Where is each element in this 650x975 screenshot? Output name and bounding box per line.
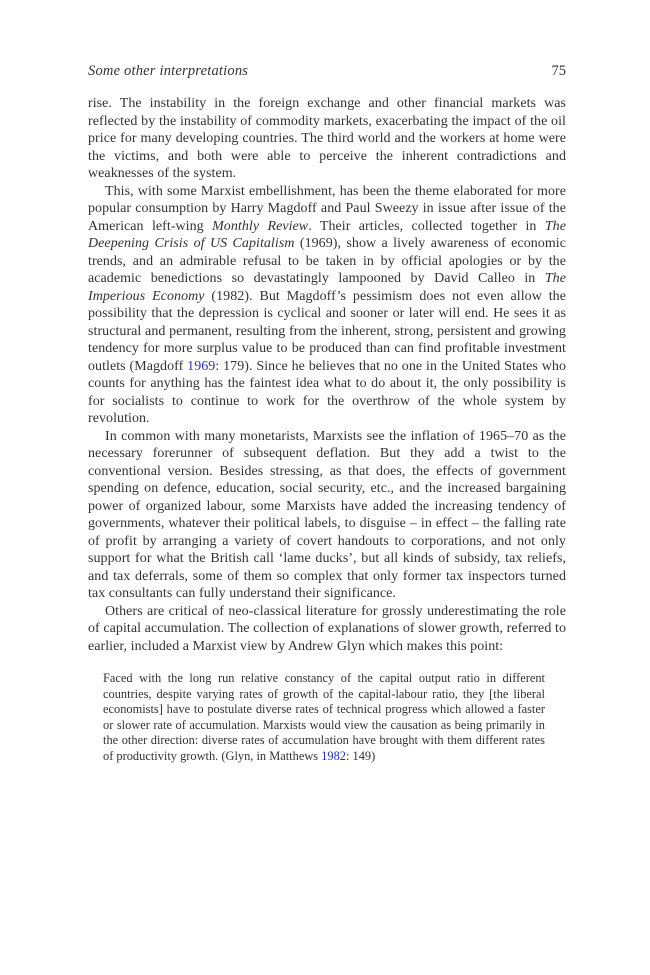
text-run: rise. The instability in the foreign exchange and other financial markets was reflected by the instability of commodity markets, exacerbating the impact of the oil price for many developing countries. The third world and the workers at home were the victims, and both were able to perceive the inherent contradictions and weaknesses of the system. — [88, 96, 566, 181]
body-text — [88, 95, 566, 765]
paragraph — [88, 95, 566, 183]
block-quote — [103, 671, 545, 765]
citation-link[interactable]: 1982 — [321, 748, 346, 763]
page-content — [88, 62, 566, 765]
text-run: This, with some Marxist embellishment, has been the theme elaborated for more popular consumption by Harry Magdoff and Paul Sweezy in issue after issue of the American left-wing — [88, 183, 566, 234]
book-title-italic: The Imperious Economy — [88, 271, 566, 304]
running-head — [88, 62, 566, 80]
paragraph — [88, 428, 566, 603]
text-run: (1982). But Magdoff’s pessimism does not even allow the possibility that the depression is cyclical and sooner or later will end. He sees it as structural and permanent, resulting from the inherent, strong, persistent and growing tendency for more surplus value to be produced than can find profitable investment outlets (Magdoff — [88, 288, 566, 374]
text-run: Faced with the long run relative constancy of the capital output ratio in different countries, despite varying rates of growth of the capital-labour ratio, they [the liberal economists] have to postulate diverse rates of technical progress which allowed a faster or slower rate of accumulation. Marxists would view the causation as being primarily in the other direction: diverse rates of accumulation have brought with them different rates of productivity growth. (Glyn, in Matthews — [103, 671, 545, 763]
paragraph — [88, 183, 566, 428]
text-run: (1969), show a lively awareness of economic trends, and an admirable refusal to be taken in by official apologies or by the academic benedictions so devastatingly lampooned by David Calleo in — [88, 236, 566, 286]
paragraph — [88, 603, 566, 656]
running-head-title: Some other interpretations — [88, 63, 249, 79]
citation-link[interactable]: 1969 — [187, 358, 216, 374]
text-run: : 149) — [345, 748, 376, 763]
text-run: : 179). Since he believes that no one in the United States who counts for anything has the faintest idea what to do about it, the only possibility is for socialists to continue to work for the overthrow of the whole system by revolution. — [88, 358, 566, 426]
text-run: Others are critical of neo-classical literature for grossly underestimating the role of capital accumulation. The collection of explanations of slower growth, referred to earlier, included a Marxist view by Andrew Glyn which makes this point: — [88, 603, 566, 654]
book-title-italic: Monthly Review — [212, 218, 309, 234]
text-run: In common with many monetarists, Marxists see the inflation of 1965–70 as the necessary forerunner of subsequent deflation. But they add a twist to the conventional version. Besides stressing, as that does, the effects of government spending on defence, education, social security, etc., and the increased bargaining power of organized labour, some Marxists have added the increasing tendency of governments, whatever their political labels, to disguise – in effect – the falling rate of profit by arranging a variety of covert handouts to corporations, and not only support for what the British call ‘lame ducks’, but all kinds of subsidy, tax reliefs, and tax deferrals, some of them so complex that only former tax inspectors turned tax consultants can fully understand their significance. — [88, 428, 566, 601]
text-run: . Their articles, collected together in — [308, 218, 545, 234]
book-title-italic: The Deepening Crisis of US Capitalism — [88, 218, 566, 251]
page-number: 75 — [551, 63, 566, 79]
